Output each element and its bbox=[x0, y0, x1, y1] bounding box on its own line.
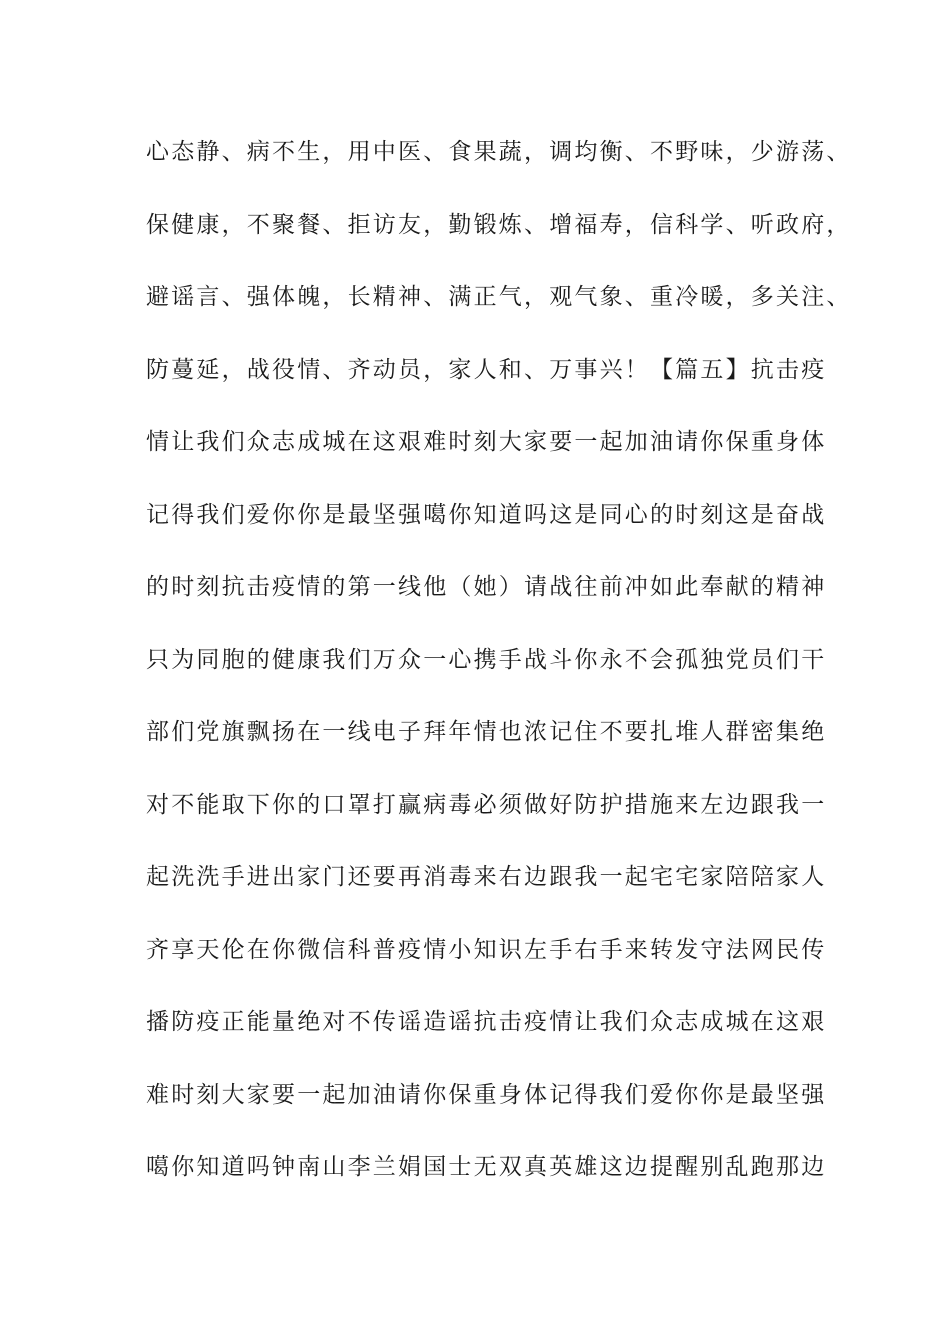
text-line: 心态静、病不生，用中医、食果蔬，调均衡、不野味，少游荡、 bbox=[146, 139, 852, 165]
text-line: 只为同胞的健康我们万众一心携手战斗你永不会孤独党员们干 bbox=[146, 646, 827, 673]
text-line: 起洗洗手进出家门还要再消毒来右边跟我一起宅宅家陪陪家人 bbox=[146, 864, 827, 890]
text-line: 齐享天伦在你微信科普疫情小知识左手右手来转发守法网民传 bbox=[146, 936, 827, 963]
text-line: 播防疫正能量绝对不传谣造谣抗击疫情让我们众志成城在这艰 bbox=[146, 1009, 827, 1035]
text-line: 的时刻抗击疫情的第一线他（她）请战往前冲如此奉献的精神 bbox=[146, 574, 827, 600]
text-line: 对不能取下你的口罩打赢病毒必须做好防护措施来左边跟我一 bbox=[146, 791, 827, 818]
body-text bbox=[146, 126, 852, 1214]
text-line: 噶你知道吗钟南山李兰娟国士无双真英雄这边提醒别乱跑那边 bbox=[146, 1154, 827, 1180]
text-line: 保健康，不聚餐、拒访友，勤锻炼、增福寿，信科学、听政府， bbox=[146, 211, 852, 238]
text-line: 避谣言、强体魄，长精神、满正气，观气象、重冷暖，多关注、 bbox=[146, 284, 852, 310]
text-line: 记得我们爱你你是最坚强噶你知道吗这是同心的时刻这是奋战 bbox=[146, 501, 827, 528]
text-line: 防蔓延，战役情、齐动员，家人和、万事兴！【篇五】抗击疫 bbox=[146, 356, 827, 383]
text-line: 部们党旗飘扬在一线电子拜年情也浓记住不要扎堆人群密集绝 bbox=[146, 719, 827, 745]
text-line: 难时刻大家要一起加油请你保重身体记得我们爱你你是最坚强 bbox=[146, 1081, 827, 1108]
text-line: 情让我们众志成城在这艰难时刻大家要一起加油请你保重身体 bbox=[146, 429, 827, 455]
